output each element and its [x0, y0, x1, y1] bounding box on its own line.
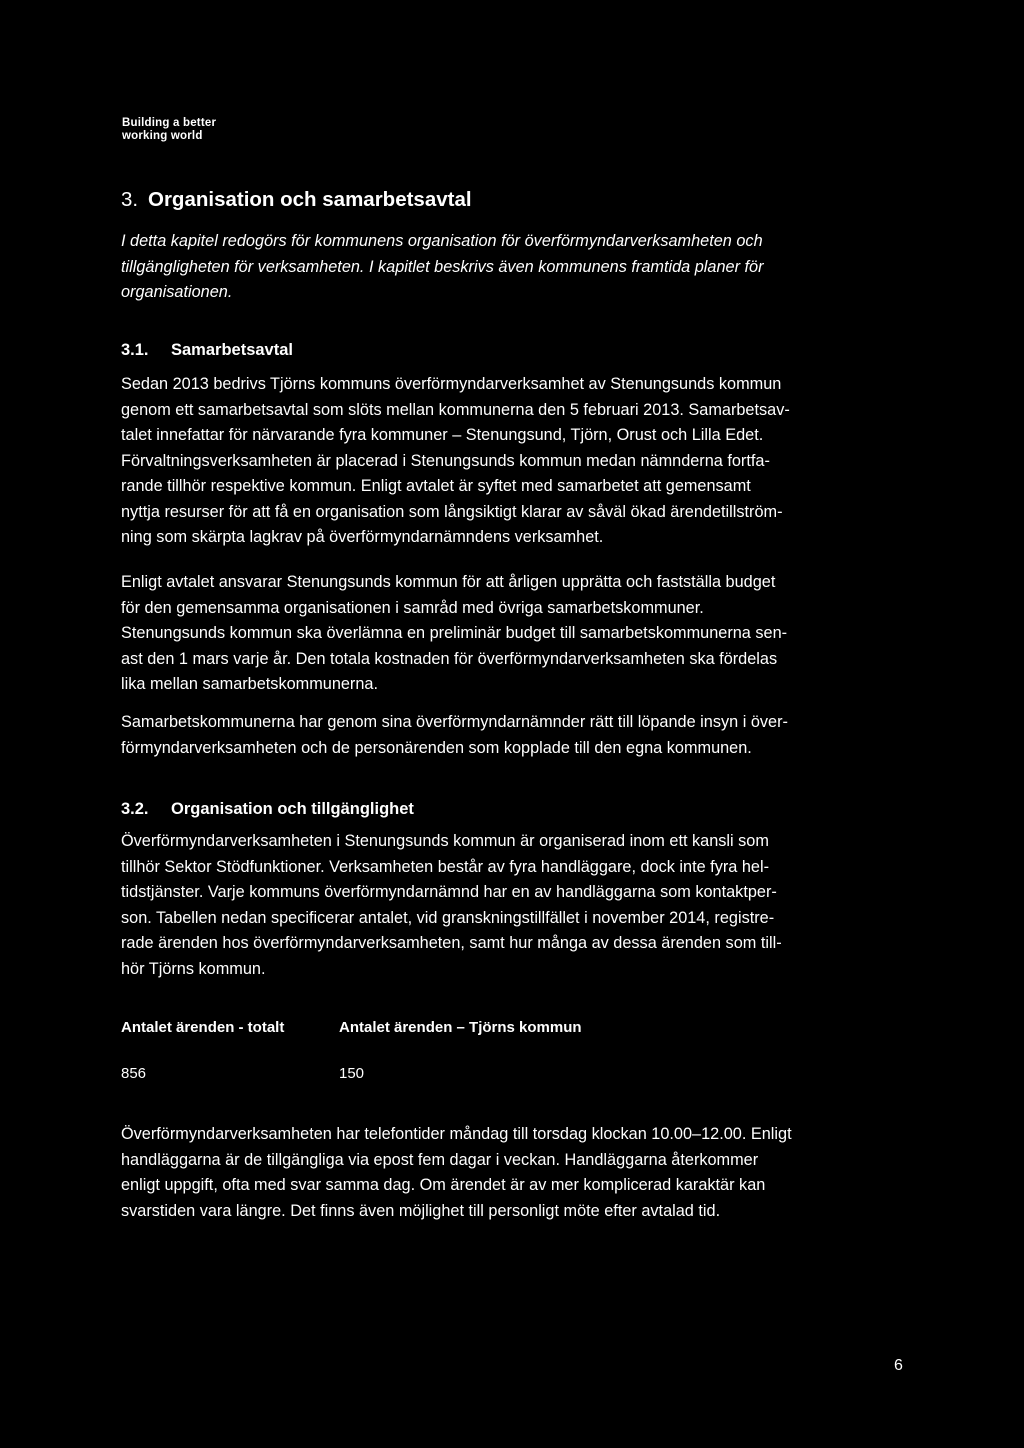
subsection-title: Samarbetsavtal	[171, 341, 293, 359]
paragraph-line: Överförmyndarverksamheten har telefontider måndag till torsdag klockan 10.00–12.00. Enligt	[121, 1125, 792, 1143]
company-logo-tagline	[122, 117, 216, 143]
paragraph-line: enligt uppgift, ofta med svar samma dag. Om ärendet är av mer komplicerad karaktär kan	[121, 1176, 766, 1194]
logo-line-1: Building a better	[122, 117, 217, 129]
subsection-heading-3-1	[121, 341, 293, 360]
paragraph-3-2-b	[121, 1122, 901, 1224]
paragraph-line: Stenungsunds kommun ska överlämna en preliminär budget till samarbetskommunerna sen-	[121, 624, 788, 642]
subsection-title: Organisation och tillgänglighet	[171, 800, 414, 818]
paragraph-line: tillhör Sektor Stödfunktioner. Verksamheten består av fyra handläggare, dock inte fyra hel-	[121, 857, 769, 876]
paragraph-line: genom ett samarbetsavtal som slöts mellan kommunerna den 5 februari 2013. Samarbetsav-	[121, 400, 790, 419]
subsection-number: 3.2.	[121, 800, 149, 818]
table-header-total: Antalet ärenden - totalt	[121, 1019, 285, 1036]
paragraph-line: talet innefattar för närvarande fyra kommuner – Stenungsund, Tjörn, Orust och Lilla Edet.	[121, 426, 764, 444]
table-value-total: 856	[121, 1065, 147, 1082]
intro-line: I detta kapitel redogörs för kommunens organisation för överförmyndarverksamheten och	[121, 232, 763, 250]
intro-line: organisationen.	[121, 283, 233, 301]
paragraph-line: Samarbetskommunerna har genom sina överförmyndarnämnder rätt till löpande insyn i över-	[121, 713, 788, 731]
subsection-heading-3-2	[121, 800, 414, 819]
section-title: Organisation och samarbetsavtal	[148, 188, 472, 211]
paragraph-line: hör Tjörns kommun.	[121, 959, 266, 978]
section-heading	[121, 188, 472, 212]
subsection-number: 3.1.	[121, 341, 149, 359]
paragraph-line: Sedan 2013 bedrivs Tjörns kommuns överförmyndarverksamhet av Stenungsunds kommun	[121, 375, 782, 393]
table-value-tjorn: 150	[339, 1065, 365, 1082]
paragraph-line: tidstjänster. Varje kommuns överförmyndarnämnd har en av handläggarna som kontaktper-	[121, 883, 777, 901]
paragraph-line: son. Tabellen nedan specificerar antalet, vid granskningstillfället i november 2014, registre-	[121, 908, 775, 927]
section-number: 3.	[121, 188, 139, 211]
paragraph-line: rande tillhör respektive kommun. Enligt avtalet är syftet med samarbetet att gemensamt	[121, 477, 751, 495]
paragraph-line: svarstiden vara längre. Det finns även möjlighet till personligt möte efter avtalad tid.	[121, 1201, 721, 1220]
intro-line: tillgängligheten för verksamheten. I kapitlet beskrivs även kommunens framtida planer för	[121, 257, 764, 276]
table-header-tjorn: Antalet ärenden – Tjörns kommun	[339, 1019, 582, 1036]
paragraph-3-1-a	[121, 372, 901, 551]
paragraph-line: lika mellan samarbetskommunerna.	[121, 675, 378, 693]
paragraph-3-1-b	[121, 570, 901, 698]
logo-line-2: working world	[122, 130, 203, 142]
paragraph-line: ning som skärpta lagkrav på överförmyndarnämndens verksamhet.	[121, 528, 604, 546]
paragraph-line: handläggarna är de tillgängliga via epost fem dagar i veckan. Handläggarna återkommer	[121, 1150, 759, 1169]
page-number: 6	[894, 1357, 903, 1374]
paragraph-line: rade ärenden hos överförmyndarverksamheten, samt hur många av dessa ärenden som till-	[121, 934, 782, 952]
paragraph-line: för den gemensamma organisationen i samråd med övriga samarbetskommuner.	[121, 598, 704, 617]
paragraph-3-2-a	[121, 829, 901, 982]
section-intro	[121, 229, 881, 306]
paragraph-line: förmyndarverksamheten och de personärenden som kopplade till den egna kommunen.	[121, 738, 752, 757]
paragraph-line: ast den 1 mars varje år. Den totala kostnaden för överförmyndarverksamheten ska fördelas	[121, 649, 778, 668]
paragraph-3-1-c	[121, 710, 901, 761]
paragraph-line: Förvaltningsverksamheten är placerad i Stenungsunds kommun medan nämnderna fortfa-	[121, 451, 770, 470]
paragraph-line: Enligt avtalet ansvarar Stenungsunds kommun för att årligen upprätta och fastställa budget	[121, 573, 776, 591]
paragraph-line: Överförmyndarverksamheten i Stenungsunds kommun är organiserad inom ett kansli som	[121, 832, 769, 850]
paragraph-line: nyttja resurser för att få en organisation som långsiktigt klarar av såväl ökad ärendetillström-	[121, 502, 783, 521]
